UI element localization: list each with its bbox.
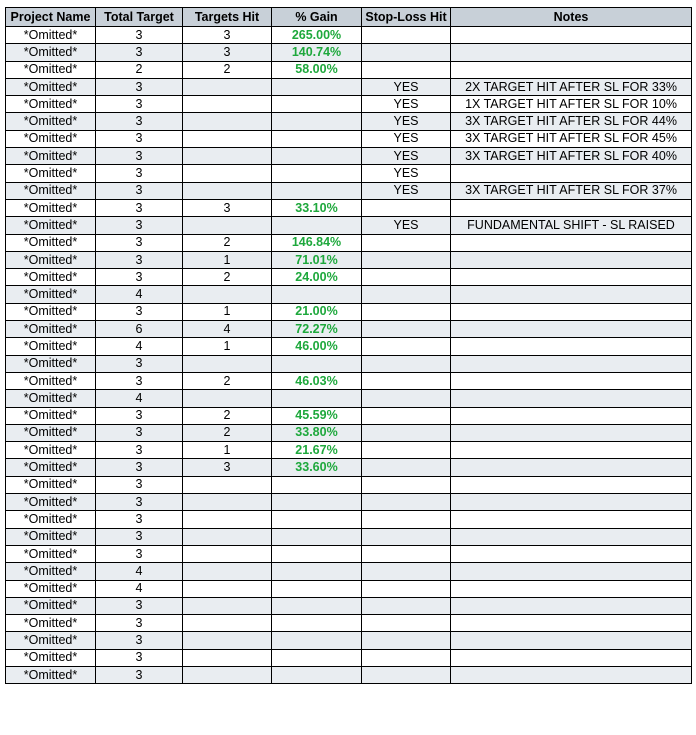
stop-loss-hit-cell[interactable] [362, 407, 451, 424]
total-target-cell[interactable]: 3 [96, 27, 183, 44]
total-target-cell[interactable]: 3 [96, 545, 183, 562]
notes-cell[interactable] [451, 303, 692, 320]
project-name-cell[interactable]: *Omitted* [6, 459, 96, 476]
project-name-cell[interactable]: *Omitted* [6, 338, 96, 355]
stop-loss-hit-cell[interactable] [362, 615, 451, 632]
targets-hit-cell[interactable] [183, 78, 272, 95]
table-row [6, 182, 692, 199]
targets-hit-cell[interactable] [183, 563, 272, 580]
project-name-cell[interactable]: *Omitted* [6, 251, 96, 268]
stop-loss-hit-cell[interactable] [362, 355, 451, 372]
stop-loss-hit-cell[interactable]: YES [362, 78, 451, 95]
gain-cell[interactable]: 140.74% [272, 44, 362, 61]
project-name-cell[interactable]: *Omitted* [6, 597, 96, 614]
project-name-cell[interactable]: *Omitted* [6, 372, 96, 389]
table-body [6, 27, 692, 684]
gain-cell[interactable]: 21.00% [272, 303, 362, 320]
table-row [6, 632, 692, 649]
stop-loss-hit-cell[interactable] [362, 597, 451, 614]
gain-cell[interactable] [272, 632, 362, 649]
notes-cell[interactable] [451, 269, 692, 286]
table-row [6, 511, 692, 528]
project-name-cell[interactable]: *Omitted* [6, 666, 96, 683]
stop-loss-hit-cell[interactable] [362, 632, 451, 649]
stop-loss-hit-cell[interactable] [362, 390, 451, 407]
notes-cell[interactable]: FUNDAMENTAL SHIFT - SL RAISED [451, 217, 692, 234]
stop-loss-hit-cell[interactable] [362, 286, 451, 303]
gain-cell[interactable]: 33.60% [272, 459, 362, 476]
gain-cell[interactable] [272, 615, 362, 632]
targets-hit-cell[interactable] [183, 545, 272, 562]
notes-cell[interactable] [451, 27, 692, 44]
stop-loss-hit-cell[interactable]: YES [362, 217, 451, 234]
notes-cell[interactable] [451, 424, 692, 441]
targets-hit-cell[interactable] [183, 632, 272, 649]
project-name-cell[interactable]: *Omitted* [6, 269, 96, 286]
gain-cell[interactable]: 45.59% [272, 407, 362, 424]
project-name-cell[interactable]: *Omitted* [6, 61, 96, 78]
project-name-cell[interactable]: *Omitted* [6, 476, 96, 493]
table-row [6, 580, 692, 597]
notes-cell[interactable] [451, 234, 692, 251]
targets-hit-cell[interactable] [183, 597, 272, 614]
project-name-cell[interactable]: *Omitted* [6, 407, 96, 424]
stop-loss-hit-cell[interactable] [362, 321, 451, 338]
notes-cell[interactable] [451, 545, 692, 562]
gain-cell[interactable]: 265.00% [272, 27, 362, 44]
gain-cell[interactable] [272, 545, 362, 562]
targets-hit-cell[interactable]: 2 [183, 269, 272, 286]
table-row [6, 390, 692, 407]
column-header-project-name[interactable]: Project Name [6, 8, 96, 27]
stop-loss-hit-cell[interactable]: YES [362, 130, 451, 147]
stop-loss-hit-cell[interactable]: YES [362, 165, 451, 182]
targets-hit-cell[interactable] [183, 476, 272, 493]
project-name-cell[interactable]: *Omitted* [6, 390, 96, 407]
project-name-cell[interactable]: *Omitted* [6, 182, 96, 199]
targets-hit-cell[interactable] [183, 130, 272, 147]
header-row [6, 8, 692, 27]
project-name-cell[interactable]: *Omitted* [6, 321, 96, 338]
targets-hit-cell[interactable] [183, 528, 272, 545]
targets-hit-cell[interactable] [183, 511, 272, 528]
gain-cell[interactable]: 72.27% [272, 321, 362, 338]
table-row [6, 61, 692, 78]
total-target-cell[interactable]: 3 [96, 372, 183, 389]
targets-hit-cell[interactable] [183, 615, 272, 632]
table-row [6, 372, 692, 389]
stop-loss-hit-cell[interactable] [362, 372, 451, 389]
total-target-cell[interactable]: 3 [96, 234, 183, 251]
total-target-cell[interactable]: 3 [96, 165, 183, 182]
notes-cell[interactable] [451, 321, 692, 338]
total-target-cell[interactable]: 4 [96, 390, 183, 407]
stop-loss-hit-cell[interactable] [362, 338, 451, 355]
table-row [6, 424, 692, 441]
total-target-cell[interactable]: 3 [96, 130, 183, 147]
project-name-cell[interactable]: *Omitted* [6, 494, 96, 511]
targets-hit-cell[interactable] [183, 580, 272, 597]
total-target-cell[interactable]: 3 [96, 44, 183, 61]
total-target-cell[interactable]: 6 [96, 321, 183, 338]
project-name-cell[interactable]: *Omitted* [6, 148, 96, 165]
gain-cell[interactable]: 71.01% [272, 251, 362, 268]
gain-cell[interactable] [272, 666, 362, 683]
notes-cell[interactable] [451, 165, 692, 182]
column-header-total-target[interactable]: Total Target [96, 8, 183, 27]
project-name-cell[interactable]: *Omitted* [6, 217, 96, 234]
project-name-cell[interactable]: *Omitted* [6, 113, 96, 130]
notes-cell[interactable] [451, 511, 692, 528]
targets-hit-cell[interactable]: 2 [183, 407, 272, 424]
table-row [6, 113, 692, 130]
table-row [6, 545, 692, 562]
project-name-cell[interactable]: *Omitted* [6, 424, 96, 441]
total-target-cell[interactable]: 3 [96, 442, 183, 459]
notes-cell[interactable]: 3X TARGET HIT AFTER SL FOR 44% [451, 113, 692, 130]
gain-cell[interactable]: 21.67% [272, 442, 362, 459]
gain-cell[interactable] [272, 563, 362, 580]
targets-hit-cell[interactable]: 3 [183, 459, 272, 476]
gain-cell[interactable] [272, 286, 362, 303]
gain-cell[interactable]: 33.80% [272, 424, 362, 441]
project-name-cell[interactable]: *Omitted* [6, 563, 96, 580]
stop-loss-hit-cell[interactable] [362, 528, 451, 545]
table-row [6, 44, 692, 61]
notes-cell[interactable] [451, 251, 692, 268]
total-target-cell[interactable]: 4 [96, 563, 183, 580]
gain-cell[interactable]: 46.00% [272, 338, 362, 355]
targets-hit-cell[interactable]: 3 [183, 44, 272, 61]
total-target-cell[interactable]: 3 [96, 96, 183, 113]
table-row [6, 459, 692, 476]
targets-hit-cell[interactable]: 1 [183, 442, 272, 459]
column-header-gain[interactable]: % Gain [272, 8, 362, 27]
targets-hit-cell[interactable]: 4 [183, 321, 272, 338]
table-row [6, 528, 692, 545]
stop-loss-hit-cell[interactable] [362, 494, 451, 511]
project-name-cell[interactable]: *Omitted* [6, 199, 96, 216]
stop-loss-hit-cell[interactable] [362, 476, 451, 493]
project-name-cell[interactable]: *Omitted* [6, 44, 96, 61]
notes-cell[interactable]: 3X TARGET HIT AFTER SL FOR 40% [451, 148, 692, 165]
targets-hit-cell[interactable]: 2 [183, 234, 272, 251]
targets-hit-cell[interactable] [183, 182, 272, 199]
table-row [6, 442, 692, 459]
total-target-cell[interactable]: 4 [96, 580, 183, 597]
total-target-cell[interactable]: 3 [96, 217, 183, 234]
notes-cell[interactable] [451, 286, 692, 303]
targets-hit-cell[interactable] [183, 148, 272, 165]
notes-cell[interactable] [451, 597, 692, 614]
notes-cell[interactable] [451, 442, 692, 459]
stop-loss-hit-cell[interactable] [362, 442, 451, 459]
gain-cell[interactable] [272, 649, 362, 666]
gain-cell[interactable] [272, 165, 362, 182]
stop-loss-hit-cell[interactable] [362, 27, 451, 44]
stop-loss-hit-cell[interactable] [362, 269, 451, 286]
project-name-cell[interactable]: *Omitted* [6, 165, 96, 182]
notes-cell[interactable]: 2X TARGET HIT AFTER SL FOR 33% [451, 78, 692, 95]
gain-cell[interactable]: 146.84% [272, 234, 362, 251]
targets-hit-cell[interactable]: 1 [183, 251, 272, 268]
gain-cell[interactable] [272, 148, 362, 165]
notes-cell[interactable] [451, 355, 692, 372]
notes-cell[interactable]: 3X TARGET HIT AFTER SL FOR 37% [451, 182, 692, 199]
total-target-cell[interactable]: 4 [96, 338, 183, 355]
stop-loss-hit-cell[interactable] [362, 61, 451, 78]
notes-cell[interactable]: 1X TARGET HIT AFTER SL FOR 10% [451, 96, 692, 113]
gain-cell[interactable] [272, 580, 362, 597]
targets-hit-cell[interactable]: 3 [183, 27, 272, 44]
project-name-cell[interactable]: *Omitted* [6, 649, 96, 666]
targets-hit-cell[interactable] [183, 494, 272, 511]
table-row [6, 165, 692, 182]
project-name-cell[interactable]: *Omitted* [6, 303, 96, 320]
stop-loss-hit-cell[interactable] [362, 545, 451, 562]
table-row [6, 251, 692, 268]
table-row [6, 563, 692, 580]
table-row [6, 476, 692, 493]
gain-cell[interactable] [272, 130, 362, 147]
table-row [6, 217, 692, 234]
total-target-cell[interactable]: 3 [96, 615, 183, 632]
table-row [6, 27, 692, 44]
targets-hit-cell[interactable]: 3 [183, 199, 272, 216]
project-name-cell[interactable]: *Omitted* [6, 78, 96, 95]
notes-cell[interactable] [451, 44, 692, 61]
gain-cell[interactable]: 46.03% [272, 372, 362, 389]
table-row [6, 130, 692, 147]
table-row [6, 666, 692, 683]
gain-cell[interactable] [272, 217, 362, 234]
notes-cell[interactable] [451, 338, 692, 355]
notes-cell[interactable] [451, 199, 692, 216]
gain-cell[interactable]: 58.00% [272, 61, 362, 78]
notes-cell[interactable] [451, 407, 692, 424]
notes-cell[interactable]: 3X TARGET HIT AFTER SL FOR 45% [451, 130, 692, 147]
total-target-cell[interactable]: 3 [96, 528, 183, 545]
stop-loss-hit-cell[interactable] [362, 563, 451, 580]
total-target-cell[interactable]: 3 [96, 78, 183, 95]
total-target-cell[interactable]: 4 [96, 286, 183, 303]
stop-loss-hit-cell[interactable] [362, 303, 451, 320]
table-row [6, 286, 692, 303]
targets-hit-cell[interactable] [183, 666, 272, 683]
total-target-cell[interactable]: 3 [96, 182, 183, 199]
notes-cell[interactable] [451, 649, 692, 666]
project-name-cell[interactable]: *Omitted* [6, 442, 96, 459]
stop-loss-hit-cell[interactable]: YES [362, 113, 451, 130]
targets-hit-cell[interactable] [183, 217, 272, 234]
targets-hit-cell[interactable]: 2 [183, 61, 272, 78]
column-header-notes[interactable]: Notes [451, 8, 692, 27]
total-target-cell[interactable]: 3 [96, 459, 183, 476]
stop-loss-hit-cell[interactable] [362, 580, 451, 597]
total-target-cell[interactable]: 3 [96, 597, 183, 614]
total-target-cell[interactable]: 3 [96, 303, 183, 320]
stop-loss-hit-cell[interactable] [362, 199, 451, 216]
total-target-cell[interactable]: 3 [96, 251, 183, 268]
gain-cell[interactable] [272, 476, 362, 493]
total-target-cell[interactable]: 3 [96, 407, 183, 424]
targets-hit-cell[interactable] [183, 165, 272, 182]
total-target-cell[interactable]: 3 [96, 355, 183, 372]
stop-loss-hit-cell[interactable] [362, 251, 451, 268]
total-target-cell[interactable]: 2 [96, 61, 183, 78]
gain-cell[interactable] [272, 390, 362, 407]
targets-hit-cell[interactable] [183, 649, 272, 666]
notes-cell[interactable] [451, 61, 692, 78]
gain-cell[interactable] [272, 494, 362, 511]
total-target-cell[interactable]: 3 [96, 199, 183, 216]
gain-cell[interactable] [272, 597, 362, 614]
stop-loss-hit-cell[interactable] [362, 649, 451, 666]
stop-loss-hit-cell[interactable]: YES [362, 96, 451, 113]
project-name-cell[interactable]: *Omitted* [6, 580, 96, 597]
gain-cell[interactable] [272, 78, 362, 95]
table-row [6, 407, 692, 424]
gain-cell[interactable] [272, 113, 362, 130]
table-row [6, 615, 692, 632]
project-name-cell[interactable]: *Omitted* [6, 27, 96, 44]
table-row [6, 303, 692, 320]
gain-cell[interactable] [272, 528, 362, 545]
gain-cell[interactable]: 33.10% [272, 199, 362, 216]
project-name-cell[interactable]: *Omitted* [6, 355, 96, 372]
targets-hit-cell[interactable]: 1 [183, 303, 272, 320]
table-row [6, 78, 692, 95]
notes-cell[interactable] [451, 528, 692, 545]
stop-loss-hit-cell[interactable] [362, 459, 451, 476]
table-row [6, 234, 692, 251]
notes-cell[interactable] [451, 494, 692, 511]
notes-cell[interactable] [451, 666, 692, 683]
notes-cell[interactable] [451, 476, 692, 493]
table-row [6, 96, 692, 113]
notes-cell[interactable] [451, 372, 692, 389]
targets-hit-cell[interactable] [183, 96, 272, 113]
targets-hit-cell[interactable] [183, 113, 272, 130]
project-name-cell[interactable]: *Omitted* [6, 286, 96, 303]
total-target-cell[interactable]: 3 [96, 148, 183, 165]
table-row [6, 269, 692, 286]
total-target-cell[interactable]: 3 [96, 476, 183, 493]
total-target-cell[interactable]: 3 [96, 511, 183, 528]
notes-cell[interactable] [451, 580, 692, 597]
table-row [6, 338, 692, 355]
table-row [6, 597, 692, 614]
total-target-cell[interactable]: 3 [96, 666, 183, 683]
notes-cell[interactable] [451, 615, 692, 632]
table-row [6, 321, 692, 338]
targets-hit-cell[interactable] [183, 355, 272, 372]
project-name-cell[interactable]: *Omitted* [6, 96, 96, 113]
table-row [6, 649, 692, 666]
table-row [6, 494, 692, 511]
stop-loss-hit-cell[interactable]: YES [362, 148, 451, 165]
stop-loss-hit-cell[interactable] [362, 666, 451, 683]
gain-cell[interactable] [272, 511, 362, 528]
gain-cell[interactable] [272, 96, 362, 113]
targets-hit-cell[interactable]: 1 [183, 338, 272, 355]
gain-cell[interactable]: 24.00% [272, 269, 362, 286]
column-header-targets-hit[interactable]: Targets Hit [183, 8, 272, 27]
project-name-cell[interactable]: *Omitted* [6, 234, 96, 251]
total-target-cell[interactable]: 3 [96, 113, 183, 130]
results-table [5, 7, 692, 684]
total-target-cell[interactable]: 3 [96, 649, 183, 666]
project-name-cell[interactable]: *Omitted* [6, 545, 96, 562]
table-row [6, 199, 692, 216]
project-name-cell[interactable]: *Omitted* [6, 130, 96, 147]
total-target-cell[interactable]: 3 [96, 424, 183, 441]
project-name-cell[interactable]: *Omitted* [6, 511, 96, 528]
project-name-cell[interactable]: *Omitted* [6, 632, 96, 649]
notes-cell[interactable] [451, 632, 692, 649]
stop-loss-hit-cell[interactable] [362, 44, 451, 61]
total-target-cell[interactable]: 3 [96, 494, 183, 511]
column-header-stop-loss-hit[interactable]: Stop-Loss Hit [362, 8, 451, 27]
stop-loss-hit-cell[interactable] [362, 424, 451, 441]
project-name-cell[interactable]: *Omitted* [6, 615, 96, 632]
project-name-cell[interactable]: *Omitted* [6, 528, 96, 545]
targets-hit-cell[interactable]: 2 [183, 372, 272, 389]
table-row [6, 148, 692, 165]
stop-loss-hit-cell[interactable] [362, 511, 451, 528]
notes-cell[interactable] [451, 459, 692, 476]
table-row [6, 355, 692, 372]
gain-cell[interactable] [272, 182, 362, 199]
targets-hit-cell[interactable]: 2 [183, 424, 272, 441]
total-target-cell[interactable]: 3 [96, 632, 183, 649]
stop-loss-hit-cell[interactable] [362, 234, 451, 251]
gain-cell[interactable] [272, 355, 362, 372]
stop-loss-hit-cell[interactable]: YES [362, 182, 451, 199]
targets-hit-cell[interactable] [183, 286, 272, 303]
total-target-cell[interactable]: 3 [96, 269, 183, 286]
notes-cell[interactable] [451, 563, 692, 580]
notes-cell[interactable] [451, 390, 692, 407]
targets-hit-cell[interactable] [183, 390, 272, 407]
